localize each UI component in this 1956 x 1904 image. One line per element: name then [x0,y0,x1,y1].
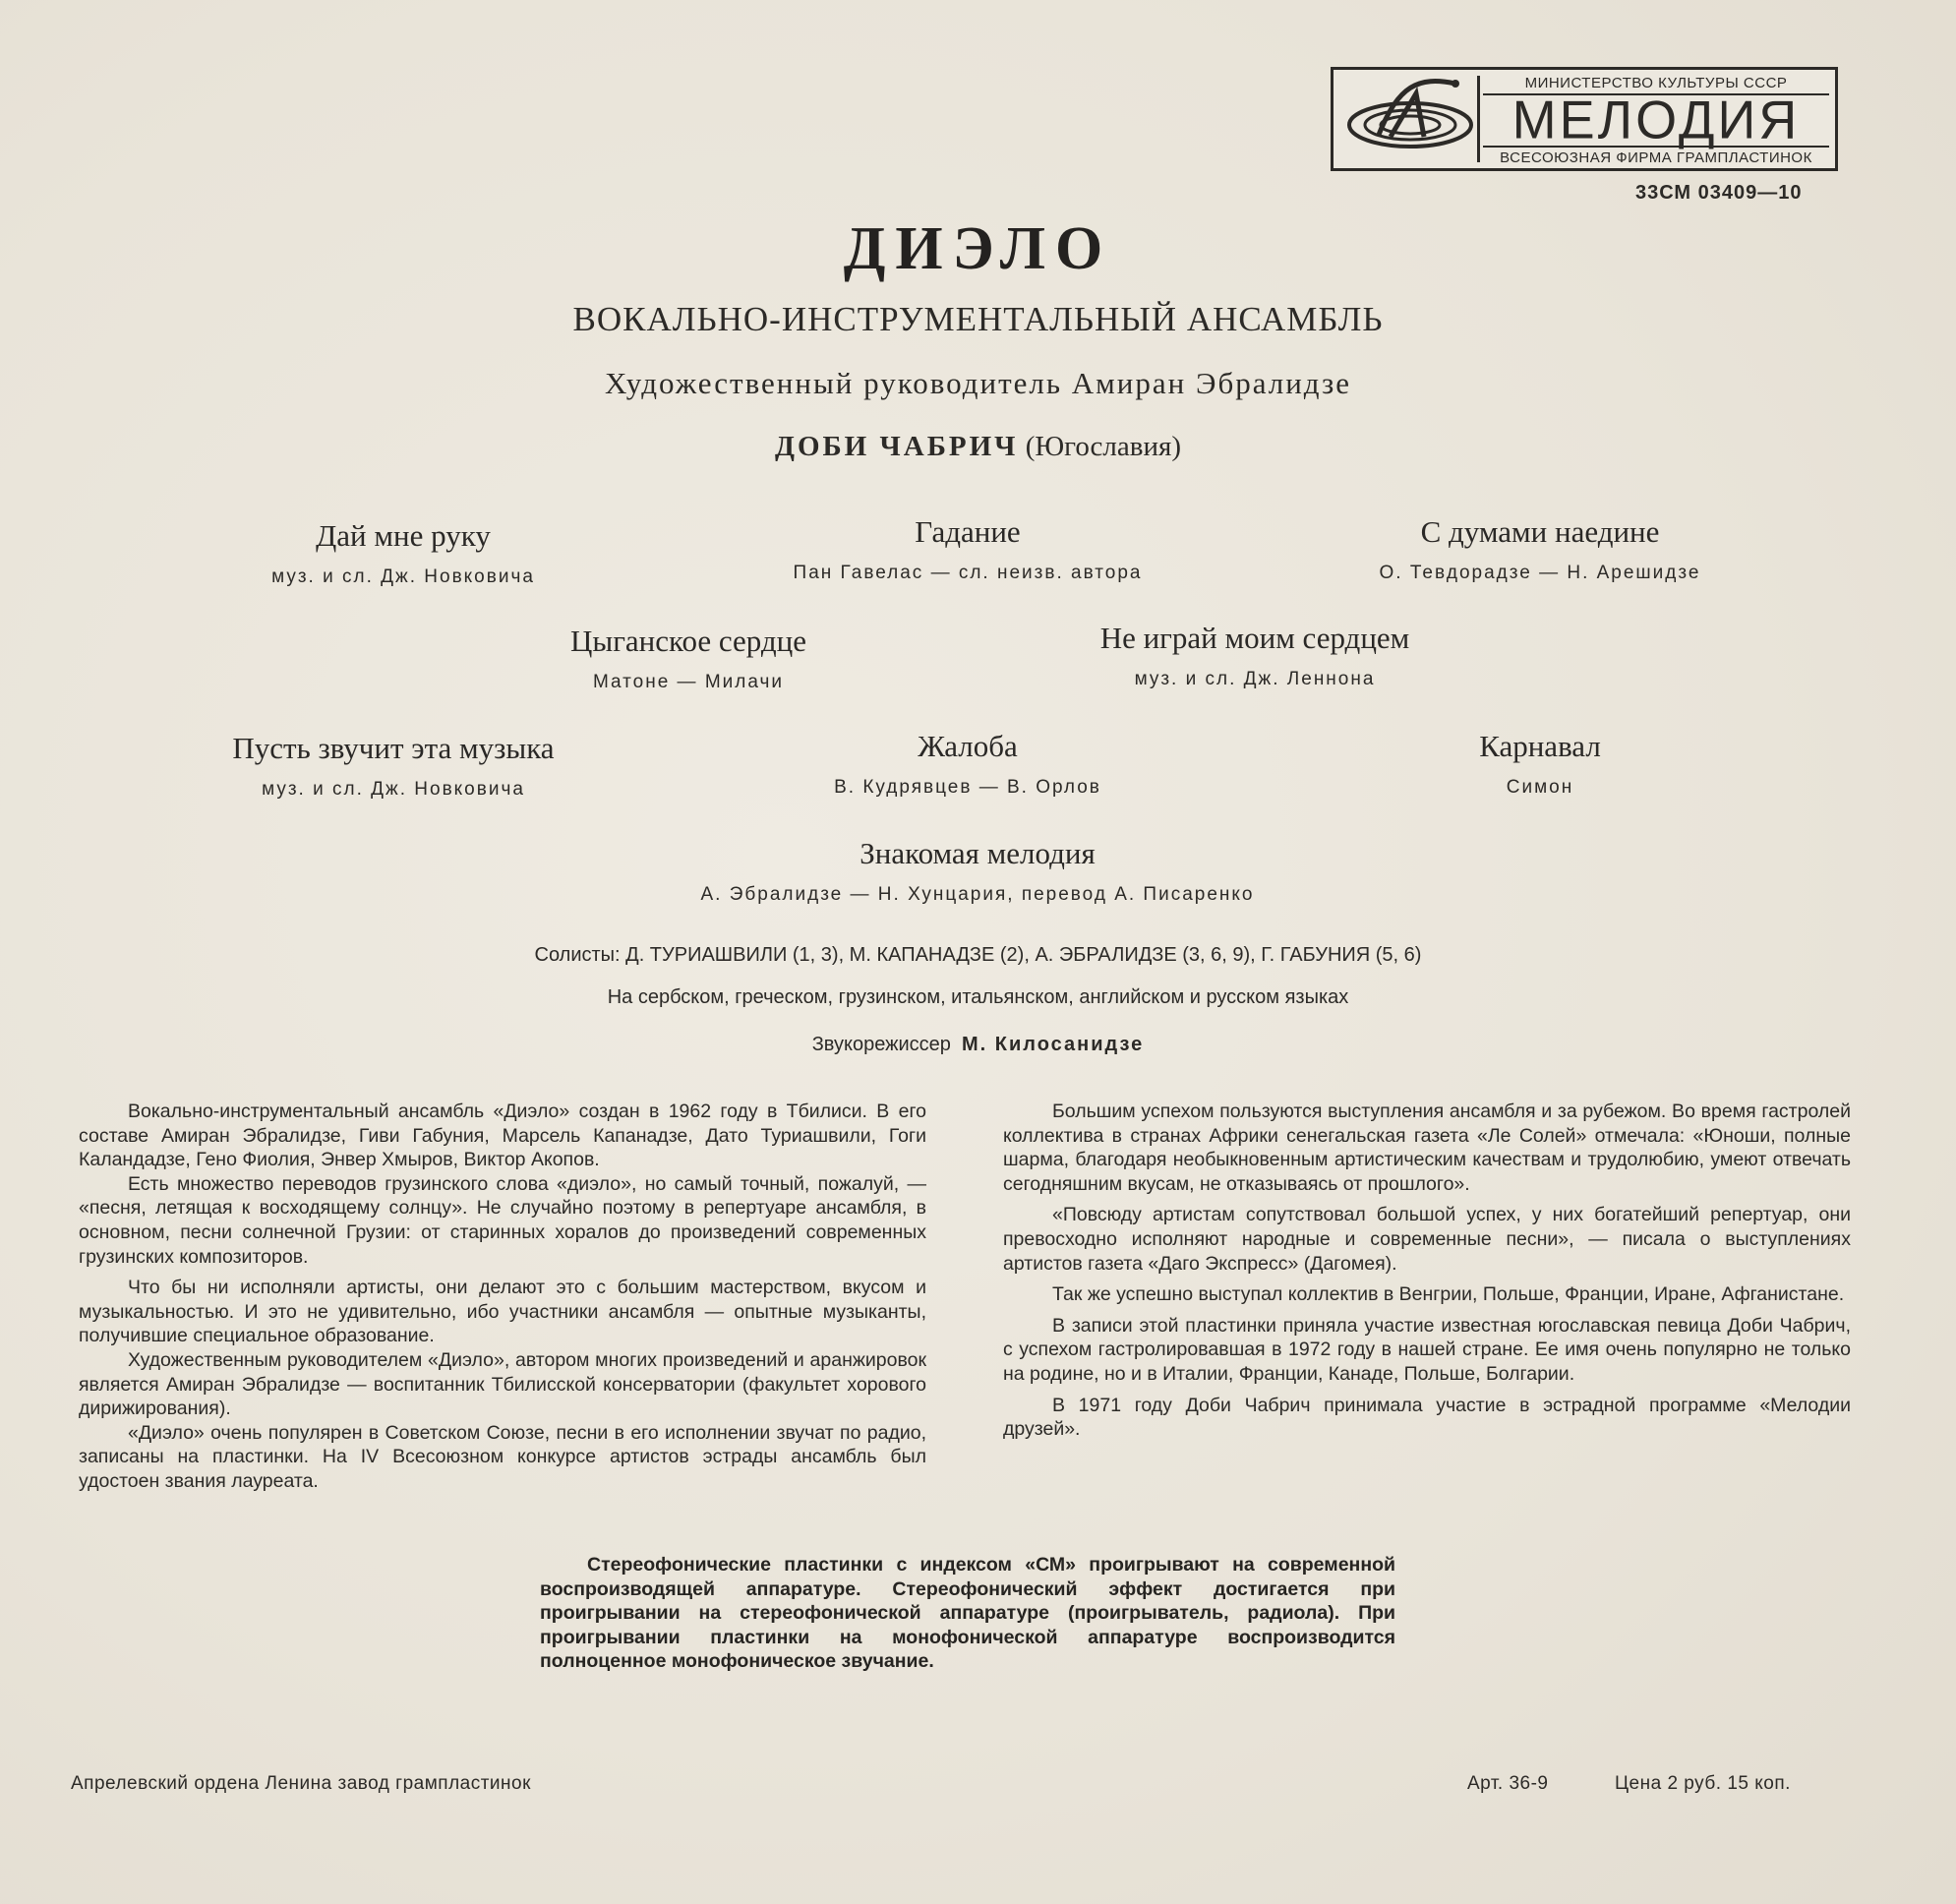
song-8 [1343,727,1737,802]
paragraph: «Диэло» очень популярен в Советском Союзе, песни в его исполнении звучат по радио, записаны на пластинки. На IV Всесоюзном конкурсе артистов эстрады ансамбль был удостоен звания лауреата. [79,1421,926,1492]
song-credit: О. Тевдорадзе — Н. Арешидзе [1379,563,1701,583]
song-6 [157,729,629,803]
song-1 [167,516,639,591]
song-9 [486,834,1469,909]
paragraph: Вокально-инструментальный ансамбль «Диэло» создан в 1962 году в Тбилиси. В его составе Амиран Эбралидзе, Гиви Габуния, Марсель Капанадзе, Дато Туриашвили, Гоги Каландадзе, Гено Фиолия, Энвер Хмыров, Виктор Акопов. [79,1101,926,1171]
song-title: Карнавал [1479,729,1601,763]
paragraph: «Повсюду артистам сопутствовал большой успех, у них богатейший репертуар, они превосходно исполняют народные и современные песни», — писала о выступлениях артистов газета «Даго Экспресс» (Дагомея). [1003,1204,1851,1275]
paragraph: В записи этой пластинки приняла участие известная югославская певица Доби Чабрич, с успехом гастролировавшая в 1972 году в нашей стране. Ее имя очень популярно не только на родине, но и в Италии, Франции, Канаде, Польше, Болгарии. [1003,1314,1851,1385]
languages: На сербском, греческом, грузинском, итальянском, английском и русском языках [607,986,1349,1008]
song-7 [732,727,1204,802]
paragraph: Что бы ни исполняли артисты, они делают это с большим мастерством, вкусом и музыкальностью. И это не удивительно, ибо участники ансамбля — опытные музыканты, получившие специальное образование. [79,1277,926,1347]
song-title: С думами наедине [1420,514,1660,549]
catalog-number: 33СМ 03409—10 [1635,182,1803,204]
paragraph: Большим успехом пользуются выступления ансамбля и за рубежом. Во время гастролей коллектива в странах Африки сенегальская газета «Ле Солей» отмечала: «Юноши, полные шарма, благодаря необыкновенным артистическим качествам и трудолюбию, умеют отвечать сегодняшним вкусам, не отказываясь от прошлого». [1003,1101,1851,1195]
song-title: Цыганское сердце [569,624,807,658]
song-credit: А. Эбралидзе — Н. Хунцария, перевод А. Писаренко [700,884,1255,905]
song-4 [452,622,924,696]
song-credit: В. Кудрявцев — В. Орлов [834,777,1101,798]
paragraph: В 1971 году Доби Чабрич принимала участие в эстрадной программе «Мелодии друзей». [1003,1394,1851,1441]
album-title: ДИЭЛО [843,215,1113,282]
melodiya-logo [1331,67,1838,171]
guest-country: (Югославия) [1025,431,1181,462]
artistic-director: Художественный руководитель Амиран Эбралидзе [605,366,1351,400]
song-credit: Пан Гавелас — сл. неизв. автора [793,563,1143,583]
song-credit: Симон [1506,777,1574,798]
melodiya-logo-icon [1339,76,1480,162]
song-title: Дай мне руку [316,518,491,553]
price: Цена 2 руб. 15 коп. [1615,1773,1791,1794]
engineer-label: Звукорежиссер [811,1034,951,1055]
engineer-name: М. Килосанидзе [962,1034,1145,1055]
song-title: Знакомая мелодия [859,836,1096,870]
song-title: Гадание [915,514,1021,549]
sound-engineer [0,1034,1956,1056]
paragraph: Есть множество переводов грузинского слова «диэло», но самый точный, пожалуй, — «песня, летящая к восходящему солнцу». Не случайно поэтому в репертуаре ансамбля, в основном, песни солнечной Грузии: от старинных хоралов до произведений современных грузинских композиторов. [79,1172,926,1268]
liner-notes-right [1003,1100,1851,1442]
song-title: Пусть звучит эта музыка [232,731,555,765]
soloists: Солисты: Д. ТУРИАШВИЛИ (1, 3), М. КАПАНАДЗЕ (2), А. ЭБРАЛИДЗЕ (3, 6, 9), Г. ГАБУНИЯ (5, 6) [534,944,1422,966]
stereo-note: Стереофонические пластинки с индексом «СМ» проигрывают на современной воспроизводящей аппаратуре. Стереофонический эффект достигается при проигрывании на стереофонической аппаратуре (проигрыватель, радиола). При проигрывании пластинки на монофонической аппаратуре воспроизводится полноценное монофоническое звучание. [540,1554,1395,1673]
logo-ministry: МИНИСТЕРСТВО КУЛЬТУРЫ СССР [1483,75,1829,95]
song-credit: муз. и сл. Дж. Новковича [262,779,525,800]
song-title: Не играй моим сердцем [1099,621,1410,655]
paragraph: Так же успешно выступал коллектив в Венгрии, Польше, Франции, Иране, Афганистане. [1052,1283,1845,1306]
guest-artist [0,431,1956,463]
song-3 [1274,512,1806,587]
song-2 [732,512,1204,587]
song-5 [1019,619,1491,693]
plant-name: Апрелевский ордена Ленина завод грампластинок [71,1773,531,1794]
logo-subtitle: ВСЕСОЮЗНАЯ ФИРМА ГРАМПЛАСТИНОК [1483,146,1829,166]
song-credit: муз. и сл. Дж. Новковича [271,566,535,587]
song-credit: муз. и сл. Дж. Леннона [1134,669,1376,689]
logo-name: МЕЛОДИЯ [1511,89,1801,150]
ensemble-subtitle: ВОКАЛЬНО-ИНСТРУМЕНТАЛЬНЫЙ АНСАМБЛЬ [572,300,1384,338]
liner-notes-left [79,1100,926,1494]
guest-name: ДОБИ ЧАБРИЧ [775,431,1019,462]
melodiya-logo-text [1483,70,1829,168]
song-credit: Матоне — Милачи [592,672,785,692]
paragraph: Художественным руководителем «Диэло», автором многих произведений и аранжировок является Амиран Эбралидзе — воспитанник Тбилисской консерватории (факультет хорового дирижирования). [79,1348,926,1420]
article-number: Арт. 36-9 [1467,1773,1549,1794]
song-title: Жалоба [918,729,1018,763]
